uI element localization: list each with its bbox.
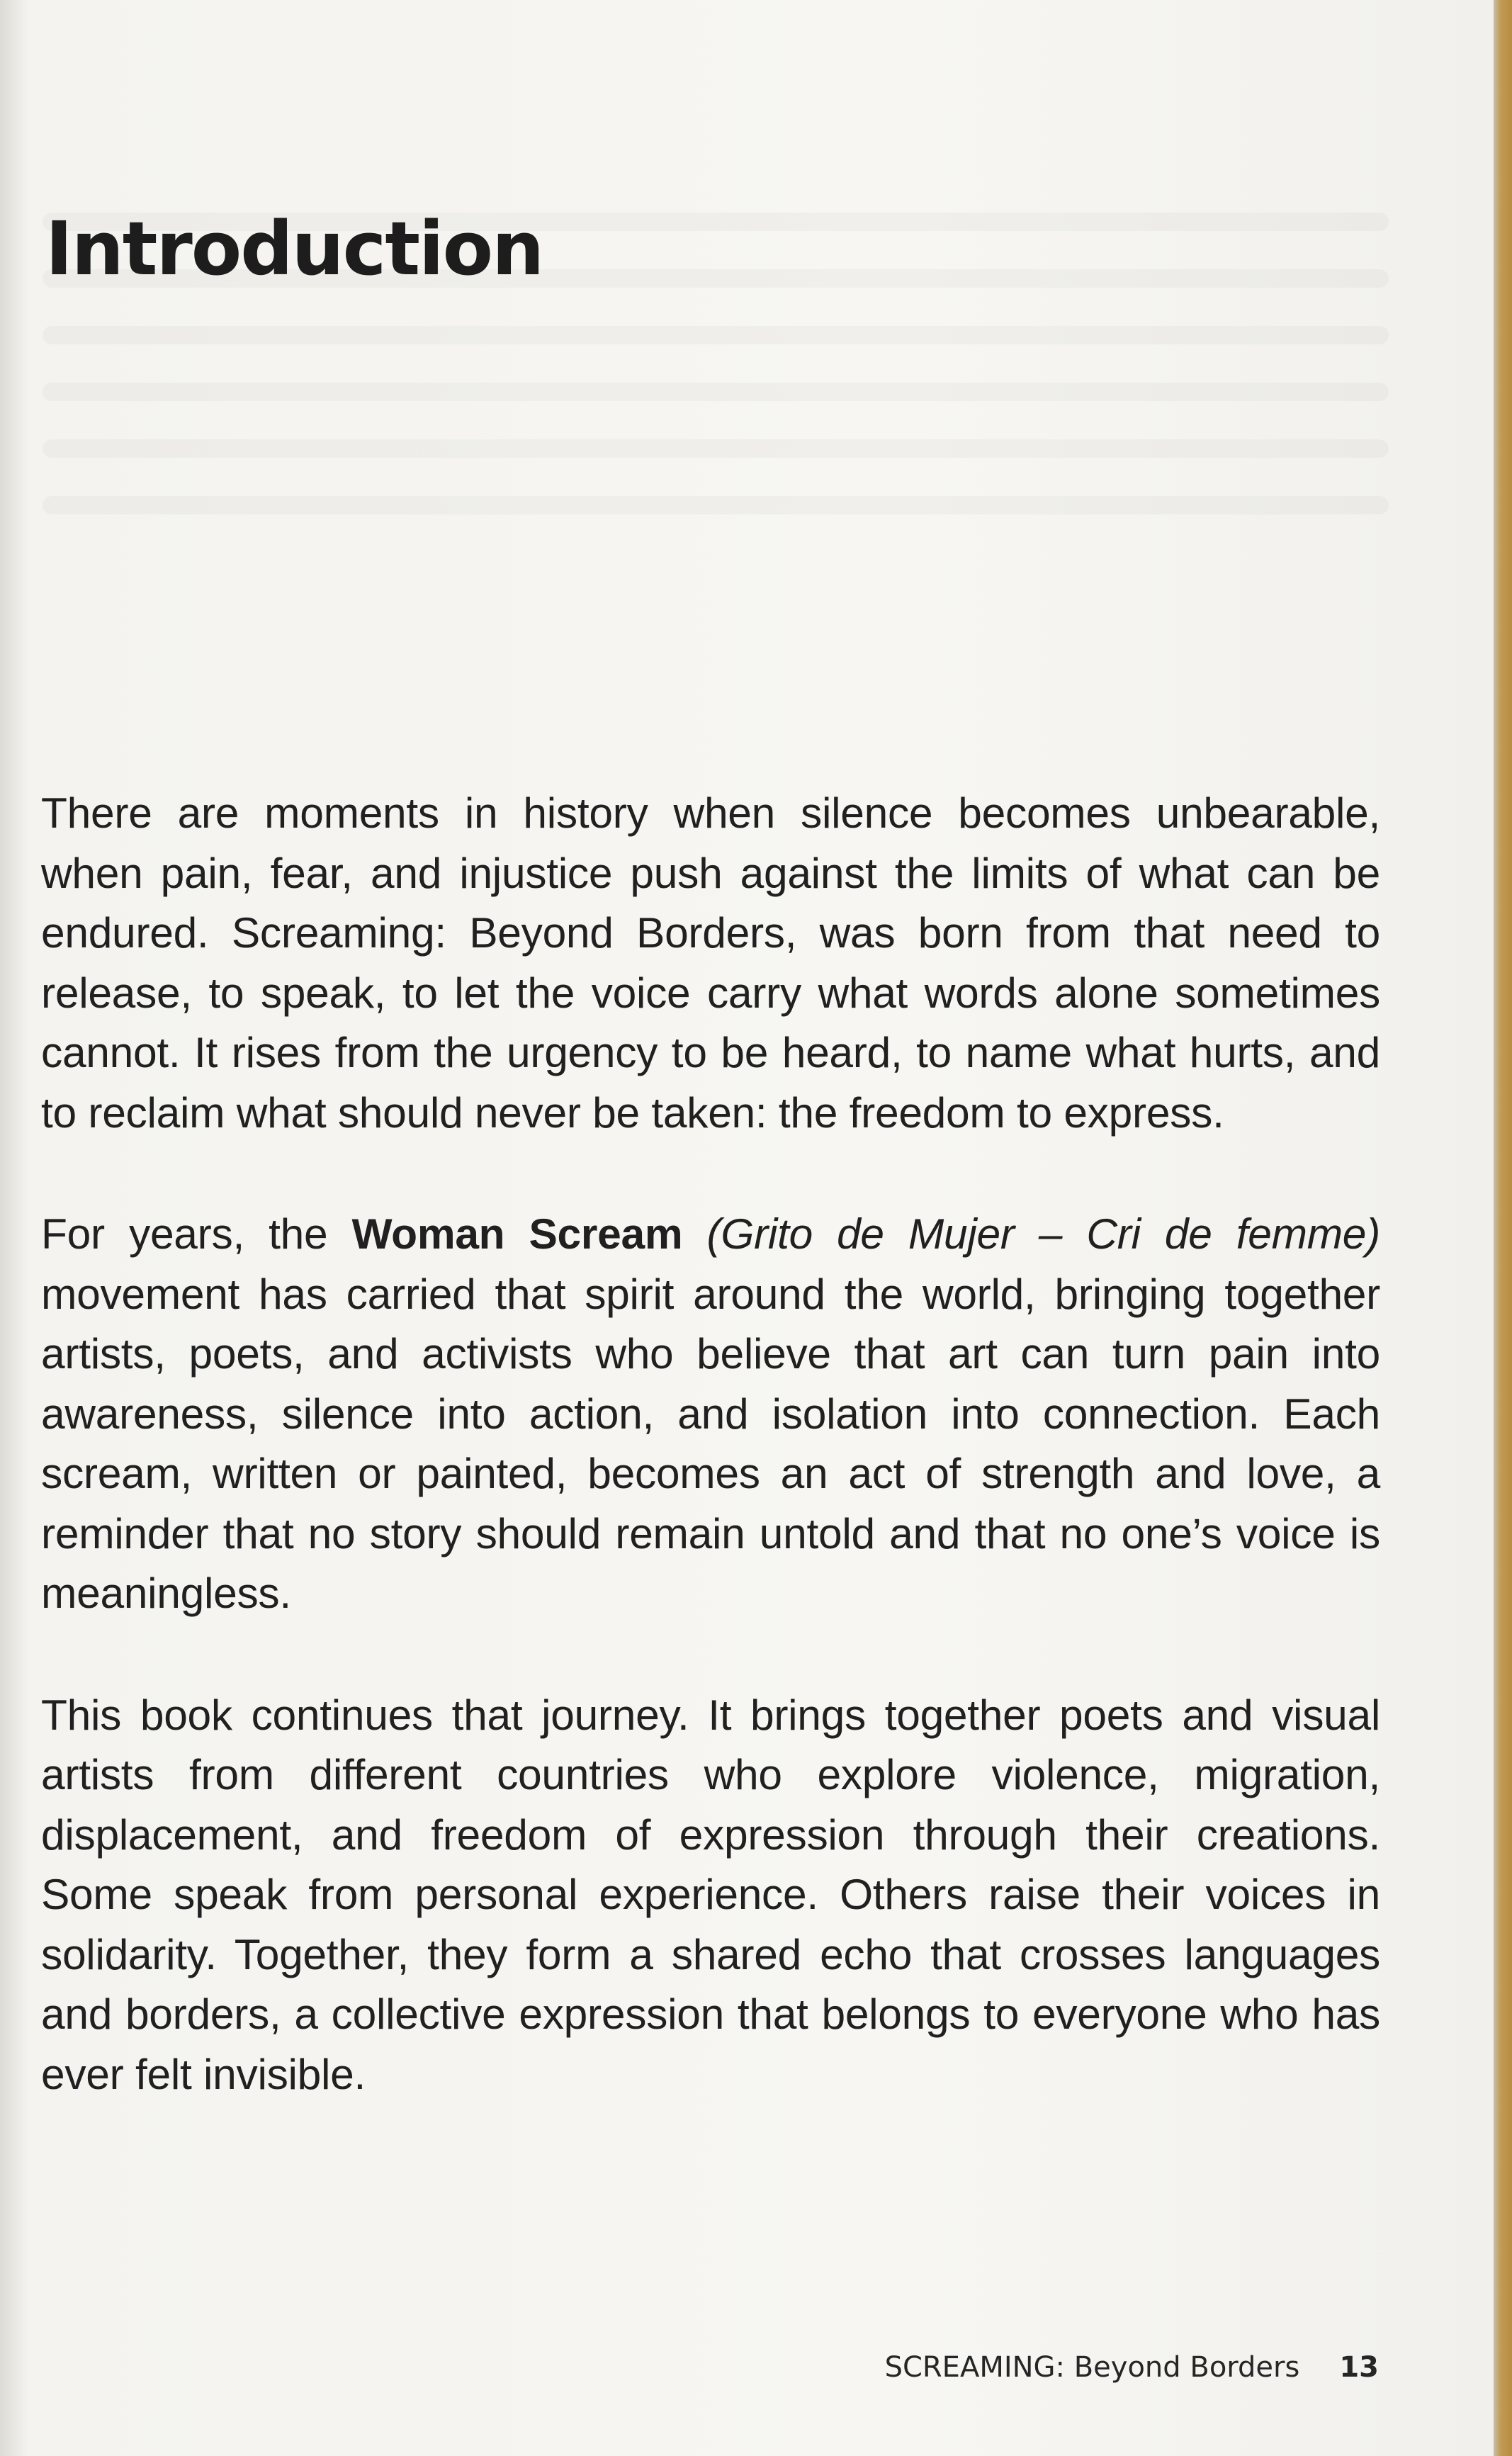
show-through-text <box>43 439 1389 458</box>
movement-translations: (Grito de Mujer – Cri de femme) <box>706 1210 1380 1258</box>
paragraph-1: There are moments in history when silence becomes unbearable, when pain, fear, and injustice push against the limits of what can be endured. Screaming: Beyond Borders, was born from that need to release, to speak, to let the voice carry what words alone sometimes cannot. It rises from the urgency to be heard, to name what hurts, and to reclaim what should never be taken: the freedom to express. <box>41 789 1380 1137</box>
paragraph-2-lead: For years, the <box>41 1210 352 1258</box>
chapter-heading: Introduction <box>45 205 543 292</box>
page-footer <box>885 2351 1379 2384</box>
show-through-text <box>43 326 1389 344</box>
paragraph-3: This book continues that journey. It brings together poets and visual artists from different countries who explore violence, migration, displacement, and freedom of expression through their creations. Some speak from personal experience. Others raise their voices in solidarity. Together, they form a shared echo that crosses languages and borders, a collective expression that belongs to everyone who has ever felt invisible. <box>41 1690 1380 2098</box>
show-through-text <box>43 496 1389 514</box>
show-through-text <box>43 383 1389 401</box>
page-edge <box>1494 0 1512 2456</box>
movement-name: Woman Scream <box>351 1210 683 1258</box>
paragraph-2 <box>41 1204 1380 1623</box>
page-number: 13 <box>1339 2351 1379 2384</box>
running-title: SCREAMING: Beyond Borders <box>884 2351 1300 2384</box>
paragraph-2-rest: movement has carried that spirit around the world, bringing together artists, poets, and activists who believe that art can turn pain into awareness, silence into action, and isolation into connection. Each scream, written or painted, becomes an act of strength and love, a reminder that no story should remain untold and that no one’s voice is meaningless. <box>41 1269 1380 1617</box>
body-text <box>41 783 1380 2165</box>
